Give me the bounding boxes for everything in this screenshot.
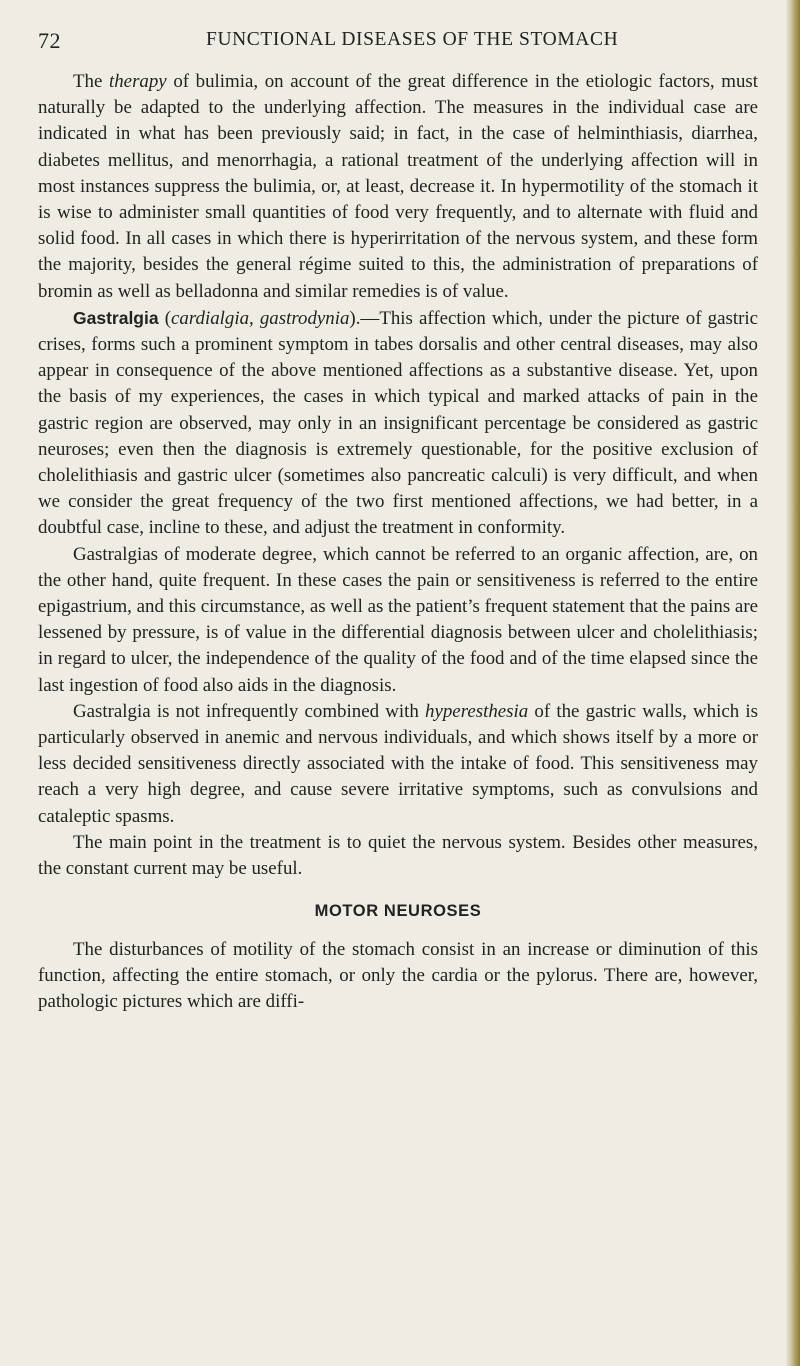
paragraph-text: of bulimia, on account of the great difference in the etiologic factors, must naturally be adapted to the underlying affection. The measures in the individual case are indicated in what has been previously said; in fact, in the case of helminthiasis, diarrhea, diabetes mellitus, and menorrhagia, a rational treatment of the underlying affection will in most instances suppress the bulimia, or, at least, decrease it. In hypermotility of the stomach it is wise to administer small quantities of food very frequently, and to alternate with fluid and solid food. In all cases in which there is hyperirritation of the nervous system, and these form the majority, besides the general régime suited to this, the administration of preparations of bromin as well as belladonna and similar remedies is of value. xyxy=(38,71,758,302)
paragraph-intro: Gastralgia is not infrequently combined with xyxy=(73,700,426,722)
paragraph-text: Gastralgias of moderate degree, which cannot be referred to an organic affection, are, on the other hand, quite frequent. In these cases the pain or sensitiveness is referred to the entire epigastrium, and this circumstance, as well as the patient’s frequent statement that the pains are lessened by pressure, is of value in the differential diagnosis between ulcer and cholelithiasis; in regard to ulcer, the independence of the quality of the food and of the time elapsed since the last ingestion of food also aids in the diagnosis. xyxy=(38,543,758,696)
paragraph-treatment xyxy=(38,830,758,882)
paragraph-hyperesthesia xyxy=(38,699,758,830)
page-edge-shadow xyxy=(786,0,800,1366)
paragraph-gastralgia xyxy=(38,305,758,542)
running-head: FUNCTIONAL DISEASES OF THE STOMACH xyxy=(206,29,619,50)
paragraph-text: of the gastric walls, which is particularly observed in anemic and nervous individuals, and which shows itself by a more or less decided sensitiveness directly associated with the intake of food. This sensitiveness may reach a very high degree, and cause severe irritative symptoms, such as convulsions and cataleptic spasms. xyxy=(38,700,758,827)
paragraph-intro: The xyxy=(73,71,109,92)
section-heading-motor-neuroses: MOTOR NEUROSES xyxy=(314,902,482,921)
paragraph-motor-neuroses xyxy=(38,937,758,1016)
paragraph-moderate-gastralgias xyxy=(38,542,758,699)
paragraph-text: ).—This affection which, under the picture of gastric crises, forms such a prominent symptom in tabes dorsalis and other central diseases, may also appear in consequence of the above mentioned affections as a substantive disease. Yet, upon the basis of my experiences, the cases in which typical and marked attacks of pain in the gastric region are observed, may only in an insignificant percentage be considered as gastric neuroses; even then the diagnosis is extremely questionable, for the positive exclusion of cholelithiasis and gastric ulcer (sometimes also pancreatic calculi) is very difficult, and when we consider the great frequency of the two first mentioned affections, we had better, in a doubtful case, incline to these, and adjust the treatment in conformity. xyxy=(38,307,758,539)
paragraph-text: The disturbances of motility of the stomach consist in an increase or diminution of this function, affecting the entire stomach, or only the cardia or the pylorus. There are, however, pathologic pictures which are diffi- xyxy=(38,938,758,1012)
italic-term: therapy xyxy=(108,71,167,92)
paragraph-text: The main point in the treatment is to quiet the nervous system. Besides other measures, the constant current may be useful. xyxy=(38,831,758,880)
italic-term: hyperesthesia xyxy=(425,700,529,722)
body-text xyxy=(38,69,758,1015)
paragraph-bulimia-therapy xyxy=(38,69,758,305)
italic-synonyms: cardialgia, gastrodynia xyxy=(171,307,350,329)
page-header xyxy=(38,28,758,58)
page-number: 72 xyxy=(38,28,61,53)
open-paren: ( xyxy=(158,307,172,329)
run-in-heading: Gastralgia xyxy=(73,307,159,328)
